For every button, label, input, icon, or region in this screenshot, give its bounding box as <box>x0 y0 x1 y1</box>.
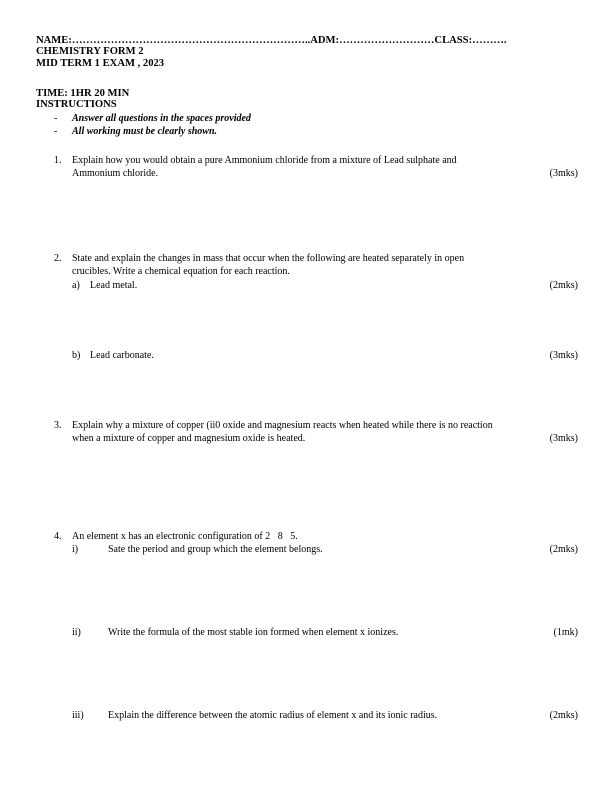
instruction-bullet: - <box>54 126 58 137</box>
question-3-text: when a mixture of copper and magnesium oxide is heated. <box>72 433 306 444</box>
sub-question-label: iii) <box>72 710 84 721</box>
question-number: 4. <box>54 531 62 542</box>
sub-question-label: a) <box>72 280 80 291</box>
sub-question-label: b) <box>72 350 81 361</box>
question-number: 1. <box>54 155 62 166</box>
name-adm-class-line: NAME:…………………………………………………………..ADM:………………………CLASS:………. <box>36 35 507 46</box>
question-2-text: crucibles. Write a chemical equation for each reaction. <box>72 266 290 277</box>
instruction-item: All working must be clearly shown. <box>72 126 218 137</box>
question-1-text: Explain how you would obtain a pure Ammonium chloride from a mixture of Lead sulphate and <box>72 155 457 166</box>
marks-label: (2mks) <box>549 280 578 291</box>
question-number: 2. <box>54 253 62 264</box>
sub-question-label: ii) <box>72 627 81 638</box>
instruction-item: Answer all questions in the spaces provided <box>72 113 251 124</box>
question-3-text: Explain why a mixture of copper (ii0 oxide and magnesium reacts when heated while there is no reaction <box>72 420 493 431</box>
marks-label: (1mk) <box>553 627 578 638</box>
marks-label: (3mks) <box>549 168 578 179</box>
exam-time: TIME: 1HR 20 MIN <box>36 88 130 99</box>
sub-question-label: i) <box>72 544 79 555</box>
question-2-text: State and explain the changes in mass that occur when the following are heated separately in open <box>72 253 465 264</box>
marks-label: (2mks) <box>549 710 578 721</box>
instructions-title: INSTRUCTIONS <box>36 99 117 110</box>
sub-question-text: Write the formula of the most stable ion formed when element x ionizes. <box>108 627 399 638</box>
instruction-bullet: - <box>54 113 58 124</box>
question-number: 3. <box>54 420 62 431</box>
marks-label: (2mks) <box>549 544 578 555</box>
marks-label: (3mks) <box>549 350 578 361</box>
sub-question-text: Lead metal. <box>90 280 138 291</box>
exam-title: MID TERM 1 EXAM , 2023 <box>36 58 165 69</box>
marks-label: (3mks) <box>549 433 578 444</box>
question-1-text: Ammonium chloride. <box>72 168 159 179</box>
sub-question-text: Explain the difference between the atomic radius of element x and its ionic radius. <box>108 710 438 721</box>
sub-question-text: Lead carbonate. <box>90 350 154 361</box>
sub-question-text: Sate the period and group which the element belongs. <box>108 544 323 555</box>
subject-title: CHEMISTRY FORM 2 <box>36 46 144 57</box>
question-4-text: An element x has an electronic configuration of 2 8 5. <box>72 531 298 542</box>
